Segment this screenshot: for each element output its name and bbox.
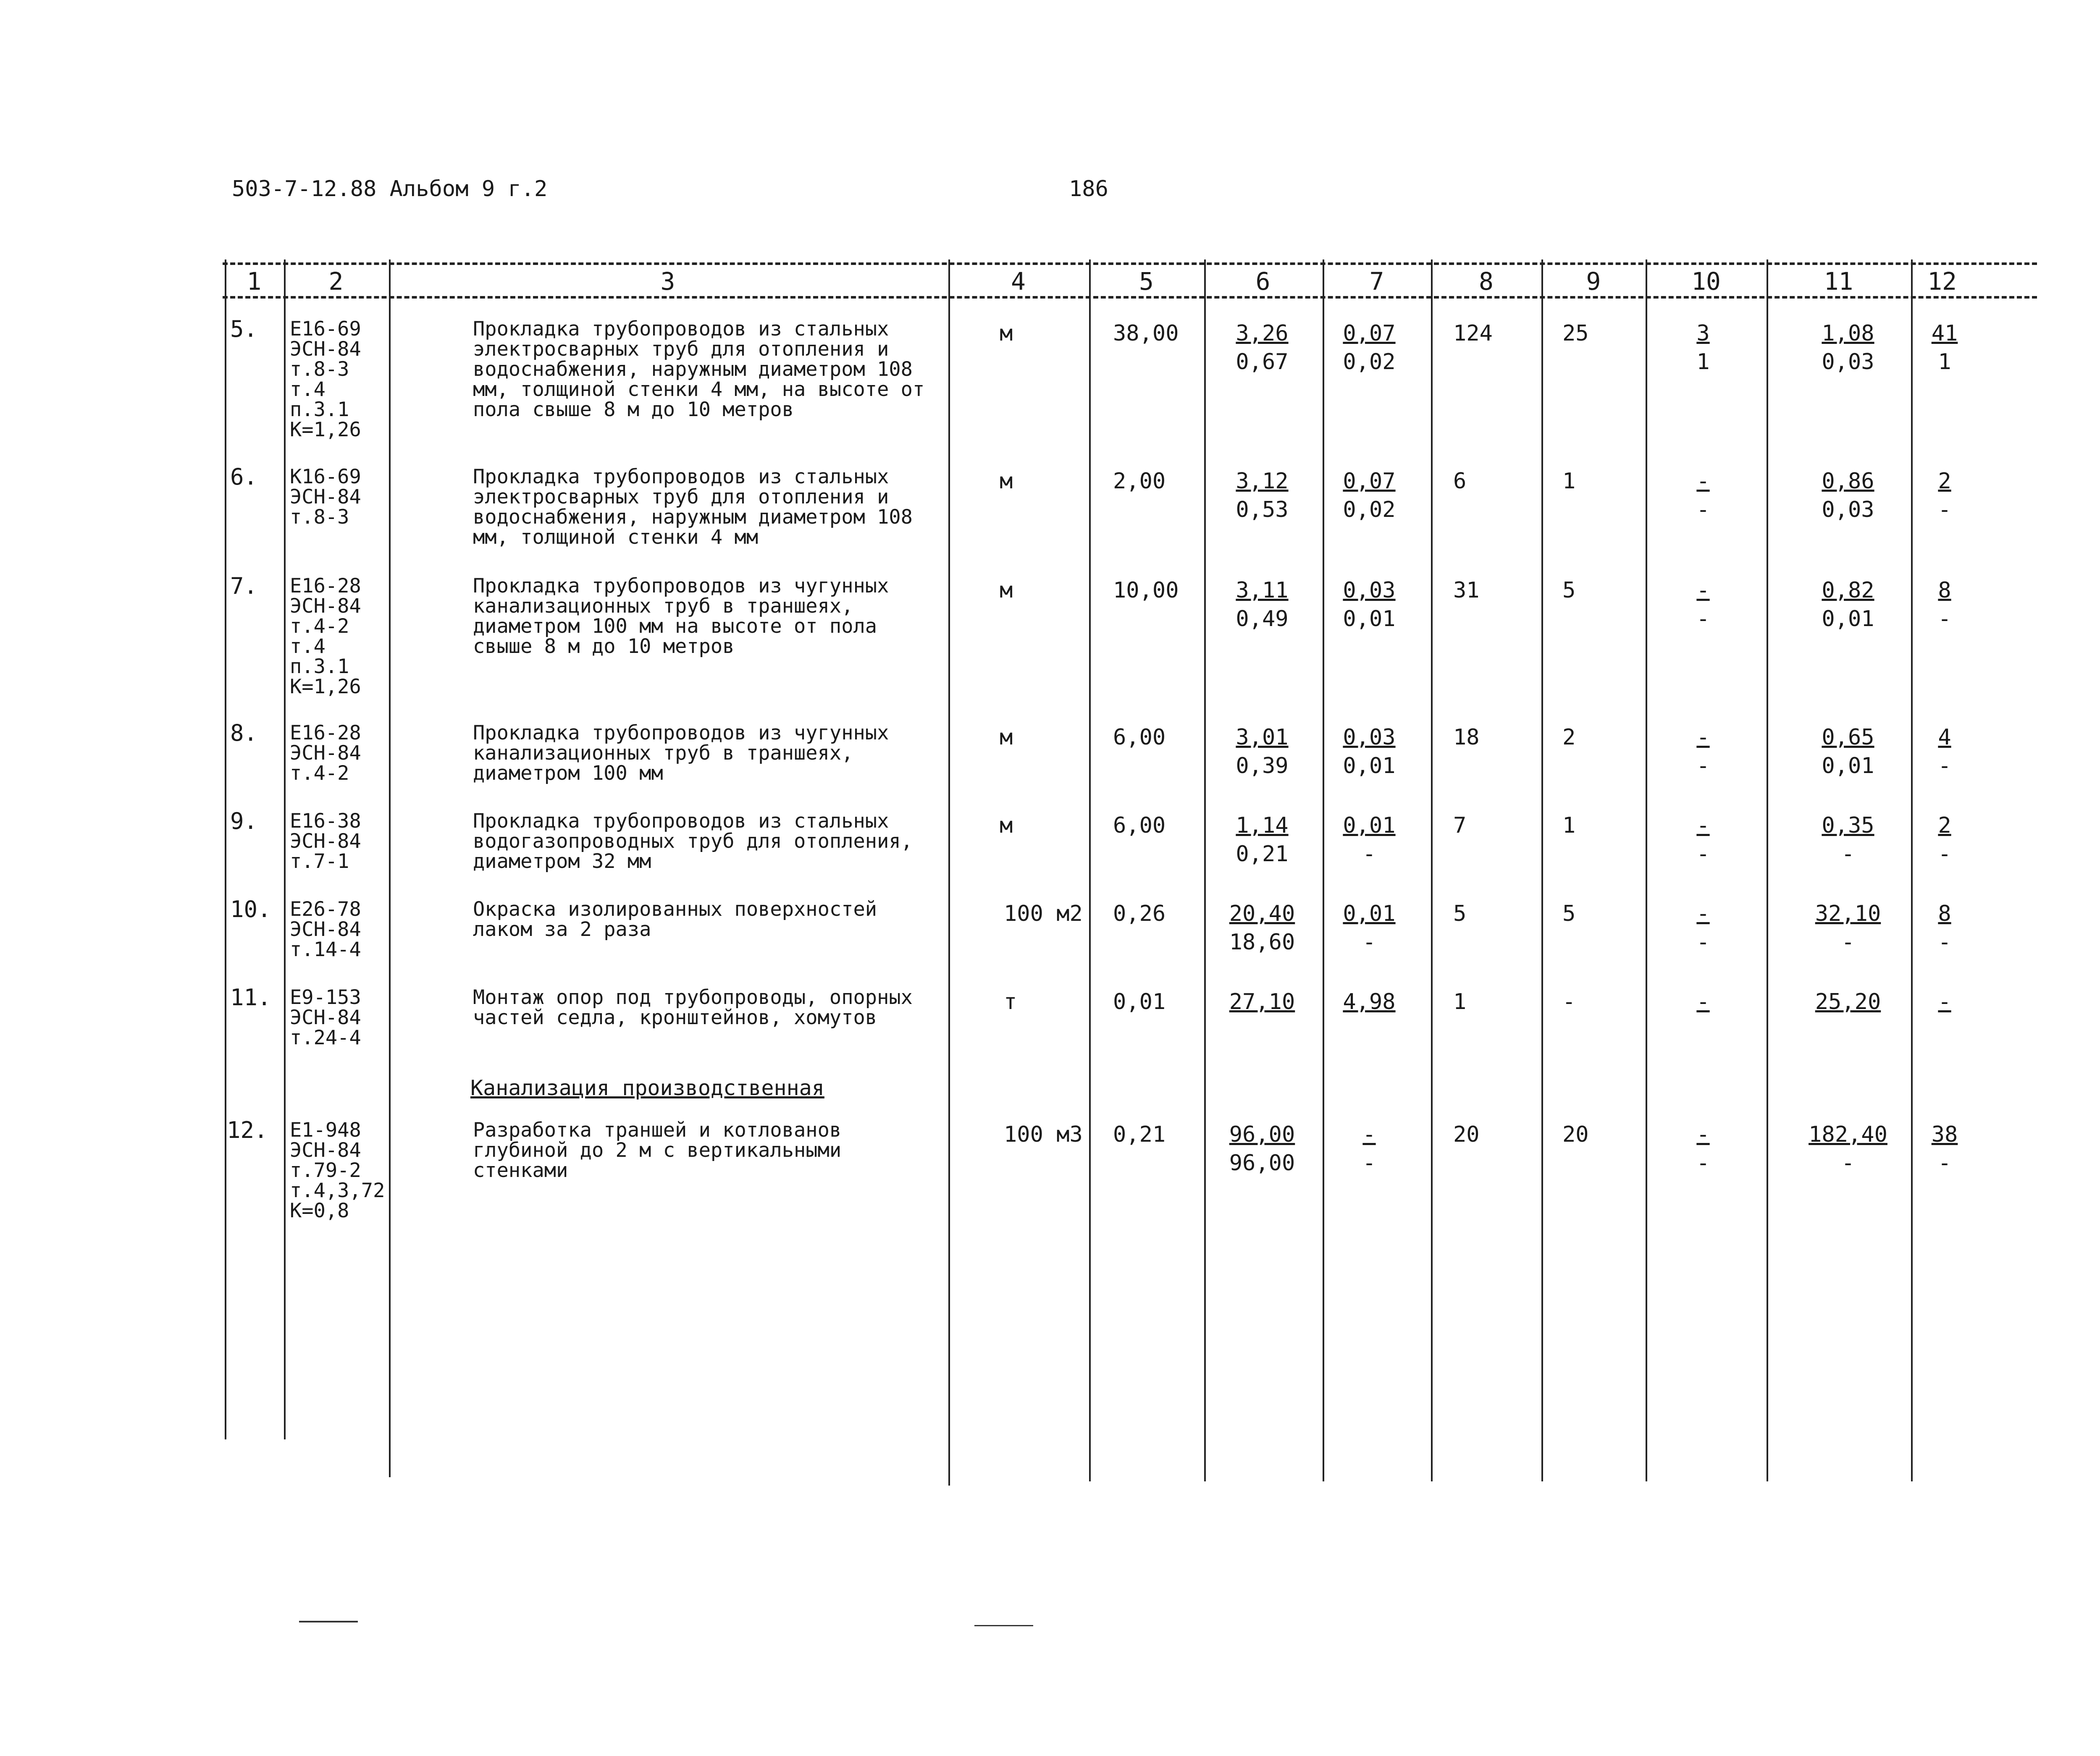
col11-value: $\frac{0,65}{0,01}$: [1822, 725, 1874, 778]
work-description: Окраска изолированных поверхностей лаком за 2 раза: [473, 898, 877, 941]
rate-code: Е16-38 ЭСН-84 т.7-1: [290, 810, 361, 873]
col-header-9: 9: [1586, 267, 1601, 296]
header-bottom-rule: [223, 296, 2037, 299]
col10-value: -: [1696, 989, 1710, 1014]
col-header-12: 12: [1927, 267, 1957, 296]
work-description: Прокладка трубопроводов из стальных водогазопроводных труб для отопления, диаметром 32 мм: [473, 810, 913, 873]
work-description: Монтаж опор под трубопроводы, опорных частей седла, кронштейнов, хомутов: [473, 986, 913, 1029]
col9-value: 5: [1562, 901, 1576, 926]
col8-value: 18: [1453, 725, 1480, 750]
col7-value: $\frac{0,03}{0,01}$: [1343, 578, 1396, 632]
row-number: 11.: [230, 984, 271, 1011]
col7-value: 0,01 -: [1343, 901, 1396, 955]
col-header-4: 4: [1011, 267, 1026, 296]
col9-value: 25: [1562, 321, 1589, 346]
col8-value: 5: [1453, 901, 1467, 926]
col-header-1: 1: [247, 267, 262, 296]
col8-value: 124: [1453, 321, 1493, 346]
col6-value: $\frac{3,01}{0,39}$: [1236, 725, 1289, 778]
col7-value: $\frac{0,07}{0,02}$: [1343, 321, 1396, 375]
col12-value: $\frac{41}{1}$: [1931, 321, 1958, 375]
col9-value: 2: [1562, 725, 1576, 750]
col6-value: $\frac{3,12}{0,53}$: [1236, 469, 1289, 522]
col6-value: $\frac{3,26}{0,67}$: [1236, 321, 1289, 375]
section-title: Канализация производственная: [470, 1076, 824, 1100]
unit: м: [1000, 578, 1013, 603]
quantity: 0,01: [1113, 989, 1166, 1014]
row-number: 9.: [230, 808, 258, 834]
quantity: 6,00: [1113, 725, 1166, 750]
unit: 100 м2: [1004, 901, 1083, 926]
col-header-6: 6: [1255, 267, 1270, 296]
row-number: 5.: [230, 316, 258, 342]
col-divider-6: [1323, 259, 1324, 1481]
work-description: Разработка траншей и котлованов глубиной до 2 м с вертикальными стенками: [473, 1119, 842, 1182]
col10-value: - -: [1696, 725, 1710, 778]
col9-value: 20: [1562, 1122, 1589, 1147]
col11-value: 25,20: [1815, 989, 1881, 1014]
quantity: 38,00: [1113, 321, 1179, 346]
col8-value: 31: [1453, 578, 1480, 603]
col6-value: $\frac{3,11}{0,49}$: [1236, 578, 1289, 632]
col-divider-7: [1431, 259, 1433, 1481]
col8-value: 7: [1453, 813, 1467, 838]
quantity: 6,00: [1113, 813, 1166, 838]
col12-value: 2 -: [1938, 469, 1951, 522]
col12-value: 8 -: [1938, 901, 1951, 955]
col6-value: $\frac{96,00}{96,00}$: [1229, 1122, 1295, 1176]
col-divider-11: [1911, 259, 1913, 1481]
rate-code: Е16-69 ЭСН-84 т.8-3 т.4 п.3.1 К=1,26: [290, 317, 361, 441]
col11-value: 0,35 -: [1822, 813, 1874, 867]
work-description: Прокладка трубопроводов из чугунных канализационных труб в траншеях, диаметром 100 мм на высоте от пола свыше 8 м до 10 метров: [473, 574, 889, 658]
quantity: 10,00: [1113, 578, 1179, 603]
rate-code: Е1-948 ЭСН-84 т.79-2 т.4,3,72 К=0,8: [290, 1119, 385, 1222]
col9-value: 1: [1562, 813, 1576, 838]
col10-value: - -: [1696, 578, 1710, 632]
col10-value: - -: [1696, 469, 1710, 522]
col11-value: $\frac{1,08}{0,03}$: [1822, 321, 1874, 375]
unit: м: [1000, 321, 1013, 346]
quantity: 0,21: [1113, 1122, 1166, 1147]
col8-value: 6: [1453, 469, 1467, 494]
col-divider-8: [1541, 259, 1543, 1481]
work-description: Прокладка трубопроводов из стальных электросварных труб для отопления и водоснабжения, наружным диаметром 108 мм, толщиной стенки 4 мм: [473, 465, 913, 549]
row-number: 8.: [230, 720, 258, 746]
col-divider-0: [225, 259, 226, 1439]
col11-value: 32,10 -: [1815, 901, 1881, 955]
col7-value: 0,01 -: [1343, 813, 1396, 867]
col-divider-5: [1204, 259, 1206, 1481]
col9-value: 5: [1562, 578, 1576, 603]
unit: 100 м3: [1004, 1122, 1083, 1147]
page-number: 186: [1069, 176, 1108, 202]
row-number: 10.: [230, 896, 271, 923]
document-code: 503-7-12.88 Альбом 9 г.2: [232, 176, 548, 202]
col7-value: $\frac{0,07}{0,02}$: [1343, 469, 1396, 522]
col12-value: 2 -: [1938, 813, 1951, 867]
col-header-11: 11: [1824, 267, 1853, 296]
unit: м: [1000, 469, 1013, 494]
col10-value: - -: [1696, 813, 1710, 867]
work-description: Прокладка трубопроводов из стальных электросварных труб для отопления и водоснабжения, наружным диаметром 108 мм, толщиной стенки 4 мм, на высоте от пола свыше 8 м до 10 метров: [473, 317, 925, 421]
col8-value: 20: [1453, 1122, 1480, 1147]
rate-code: Е16-28 ЭСН-84 т.4-2 т.4 п.3.1 К=1,26: [290, 574, 361, 698]
col-header-7: 7: [1369, 267, 1384, 296]
rate-code: Е16-28 ЭСН-84 т.4-2: [290, 721, 361, 785]
row-number: 6.: [230, 464, 258, 490]
rate-code: Е26-78 ЭСН-84 т.14-4: [290, 898, 361, 961]
col-header-5: 5: [1139, 267, 1154, 296]
quantity: 0,26: [1113, 901, 1166, 926]
col8-value: 1: [1453, 989, 1467, 1014]
unit: м: [1000, 813, 1013, 838]
unit: м: [1000, 725, 1013, 750]
col-header-3: 3: [660, 267, 675, 296]
col6-value: 27,10: [1229, 989, 1295, 1014]
col12-value: 38 -: [1931, 1122, 1958, 1176]
col-header-10: 10: [1691, 267, 1721, 296]
scan-mark: [974, 1625, 1033, 1626]
row-number: 12.: [227, 1117, 268, 1143]
col-divider-10: [1767, 259, 1768, 1481]
col9-value: -: [1562, 989, 1576, 1014]
col12-value: 4 -: [1938, 725, 1951, 778]
col12-value: 8 -: [1938, 578, 1951, 632]
col11-value: $\frac{0,82}{0,01}$: [1822, 578, 1874, 632]
scan-mark: [299, 1621, 358, 1622]
col-divider-1: [284, 259, 286, 1439]
rate-code: К16-69 ЭСН-84 т.8-3: [290, 465, 361, 529]
col-header-2: 2: [328, 267, 344, 296]
col7-value: $\frac{0,03}{0,01}$: [1343, 725, 1396, 778]
header-top-rule: [223, 262, 2037, 265]
work-description: Прокладка трубопроводов из чугунных канализационных труб в траншеях, диаметром 100 мм: [473, 721, 889, 785]
col7-value: - -: [1362, 1122, 1376, 1176]
col-divider-2: [389, 259, 391, 1477]
col12-value: -: [1938, 989, 1951, 1014]
col-divider-9: [1646, 259, 1647, 1481]
col-header-8: 8: [1479, 267, 1494, 296]
col7-value: 4,98: [1343, 989, 1396, 1014]
col11-value: $\frac{0,86}{0,03}$: [1822, 469, 1874, 522]
col6-value: $\frac{20,40}{18,60}$: [1229, 901, 1295, 955]
col-divider-4: [1089, 259, 1091, 1481]
row-number: 7.: [230, 573, 258, 599]
col-divider-3: [948, 259, 950, 1486]
col9-value: 1: [1562, 469, 1576, 494]
col10-value: $\frac{3}{1}$: [1696, 321, 1710, 375]
quantity: 2,00: [1113, 469, 1166, 494]
unit: т: [1004, 989, 1017, 1014]
col10-value: - -: [1696, 1122, 1710, 1176]
col6-value: $\frac{1,14}{0,21}$: [1236, 813, 1289, 867]
col11-value: 182,40 -: [1809, 1122, 1887, 1176]
rate-code: Е9-153 ЭСН-84 т.24-4: [290, 986, 361, 1049]
col10-value: - -: [1696, 901, 1710, 955]
